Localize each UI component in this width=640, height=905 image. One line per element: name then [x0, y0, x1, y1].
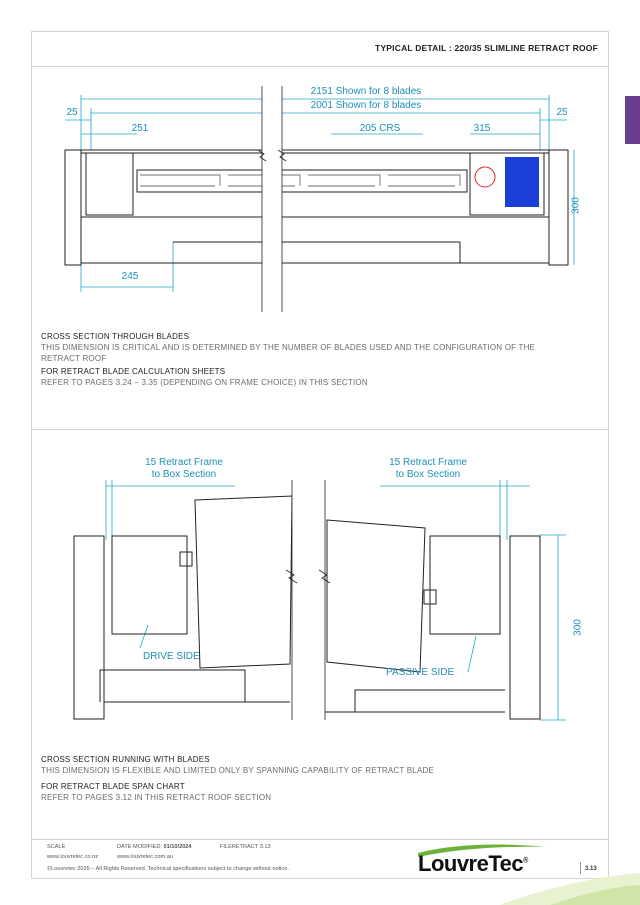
blade-cross-section-drawing — [0, 0, 640, 330]
right-frame-label-1: 15 Retract Frame — [389, 457, 467, 468]
page-number: 3.13 — [585, 866, 597, 872]
drive-side-label: DRIVE SIDE — [143, 651, 200, 662]
dim-205-crs: 205 CRS — [359, 123, 401, 134]
caption-heading-2: FOR RETRACT BLADE SPAN CHART — [41, 782, 185, 791]
dim-300-bottom: 300 — [572, 619, 584, 636]
left-frame-label-2: to Box Section — [151, 469, 217, 480]
dim-left-25: 25 — [66, 107, 78, 118]
date-label: DATE MODIFIED: — [117, 844, 162, 850]
caption-note-2: REFER TO PAGES 3.24 – 3.35 (DEPENDING ON FRAME CHOICE) IN THIS SECTION — [41, 378, 368, 387]
date-modified — [117, 844, 192, 850]
caption-heading: CROSS SECTION THROUGH BLADES — [41, 332, 190, 341]
right-frame-label-2: to Box Section — [395, 469, 461, 480]
logo-text: LouvreTec — [418, 851, 524, 876]
dim-245: 245 — [121, 271, 139, 282]
left-frame-label-1: 15 Retract Frame — [145, 457, 223, 468]
page-title: TYPICAL DETAIL : 220/35 SLIMLINE RETRACT ROOF — [375, 43, 598, 53]
section1-caption — [41, 331, 561, 388]
section-divider — [31, 429, 609, 430]
site-nz-link[interactable]: www.louvretec.co.nz — [47, 854, 98, 860]
file-value: RETRACT 3.13 — [231, 844, 271, 850]
scale-label: SCALE — [47, 844, 66, 850]
caption-note-2: REFER TO PAGES 3.12 IN THIS RETRACT ROOF SECTION — [41, 793, 272, 802]
dim-2151: 2151 Shown for 8 blades — [310, 86, 422, 97]
caption-note: THIS DIMENSION IS FLEXIBLE AND LIMITED ONLY BY SPANNING CAPABILITY OF RETRACT BLADE — [41, 766, 434, 775]
dim-315: 315 — [473, 123, 491, 134]
dim-right-25: 25 — [556, 107, 568, 118]
file-label: FILE — [220, 844, 232, 850]
caption-note: THIS DIMENSION IS CRITICAL AND IS DETERMINED BY THE NUMBER OF BLADES USED AND THE CONFIGURATION OF THE RETRACT ROOF — [41, 343, 536, 363]
copyright: ©Louvretec 2025 – All Rights Reserved. Technical specifications subject to change without notice. — [47, 866, 289, 872]
date-value: 01/10/2024 — [163, 844, 192, 850]
running-section-drawing — [0, 440, 640, 770]
dim-2001: 2001 Shown for 8 blades — [310, 100, 422, 111]
section2-caption — [41, 754, 581, 803]
caption-heading-2: FOR RETRACT BLADE CALCULATION SHEETS — [41, 367, 226, 376]
file-ref — [220, 844, 271, 850]
passive-side-label: PASSIVE SIDE — [386, 667, 455, 678]
footer-divider — [31, 839, 609, 840]
caption-heading: CROSS SECTION RUNNING WITH BLADES — [41, 755, 210, 764]
site-au-link[interactable]: www.louvretec.com.au — [117, 854, 173, 860]
corner-decoration — [380, 865, 640, 905]
dim-251: 251 — [131, 123, 149, 134]
logo-mark: ® — [523, 857, 528, 865]
dim-300-top: 300 — [570, 197, 582, 214]
motor-block — [505, 157, 539, 207]
